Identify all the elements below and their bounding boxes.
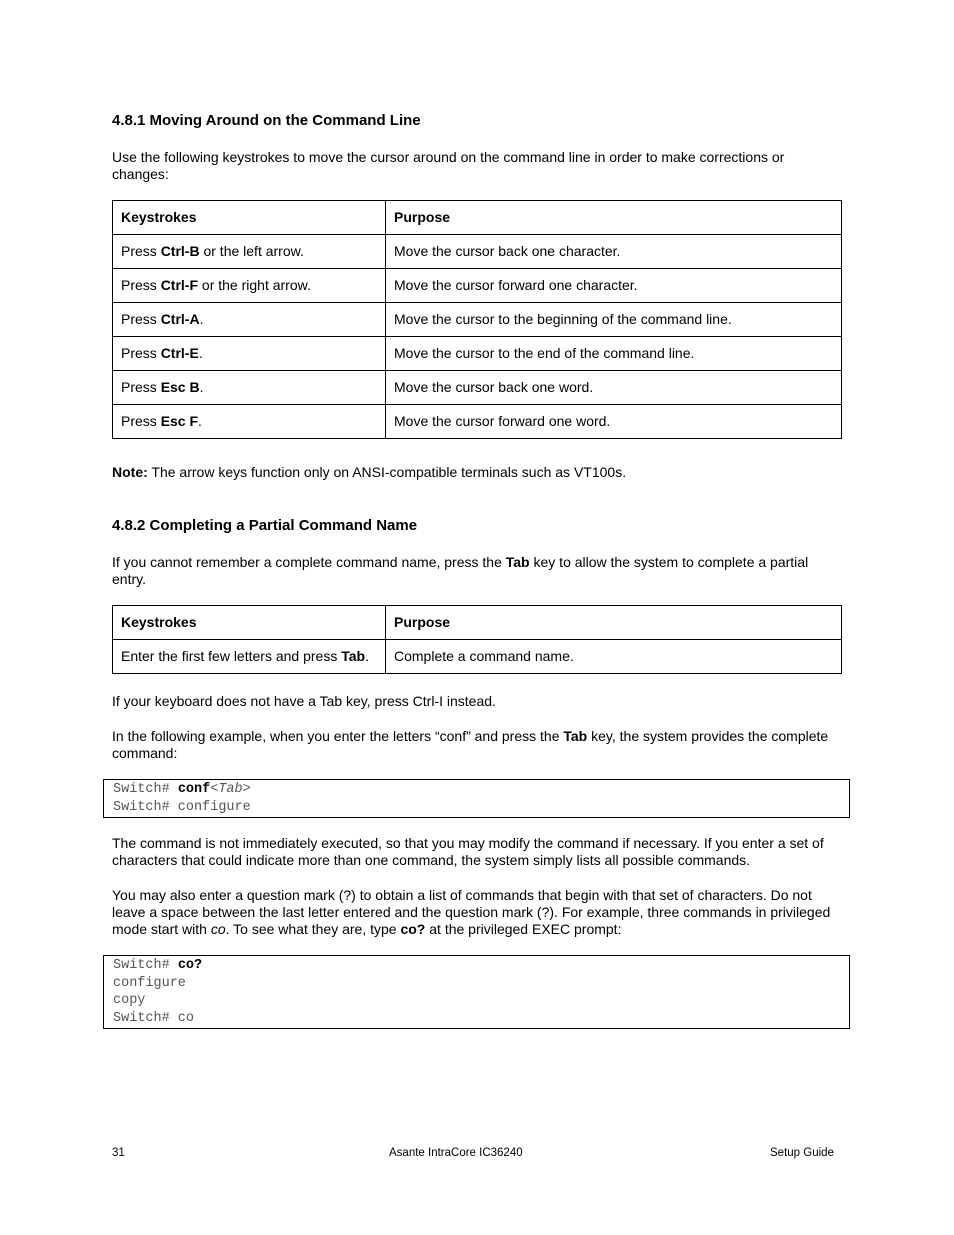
purpose-cell: Move the cursor back one character. [386, 235, 842, 269]
keystroke-cell: Press Ctrl-F or the right arrow. [113, 269, 386, 303]
section-heading-4-8-2: 4.8.2 Completing a Partial Command Name [112, 517, 418, 534]
table-row [113, 337, 842, 371]
header-keystrokes: Keystrokes [113, 201, 386, 235]
code-line: Switch# configure [113, 799, 251, 815]
code-line: configure [113, 975, 186, 991]
section-heading-4-8-1: 4.8.1 Moving Around on the Command Line [112, 112, 421, 129]
keystroke-cell: Press Ctrl-B or the left arrow. [113, 235, 386, 269]
code-block-tab-completion [103, 779, 850, 818]
section2-intro: If you cannot remember a complete command name, press the Tab key to allow the system to complete a partial entry. [112, 554, 809, 587]
header-purpose: Purpose [386, 201, 842, 235]
keystroke-cell: Press Esc F. [113, 405, 386, 439]
code-line: Switch# co? [113, 958, 203, 973]
not-executed-paragraph: The command is not immediately executed, so that you may modify the command if necessary. If you enter a set of characters that could indicate more than one command, the system simply lists all possible commands. [112, 835, 824, 868]
footer-page-number: 31 [112, 1147, 125, 1159]
keystroke-cell: Press Ctrl-E. [113, 337, 386, 371]
purpose-cell: Move the cursor to the beginning of the command line. [386, 303, 842, 337]
keystroke-cell: Press Esc B. [113, 371, 386, 405]
footer-product-name: Asante IntraCore IC36240 [389, 1147, 523, 1159]
purpose-cell: Move the cursor to the end of the command line. [386, 337, 842, 371]
table-row [113, 269, 842, 303]
purpose-cell: Complete a command name. [386, 640, 842, 674]
table-row [113, 235, 842, 269]
header-keystrokes: Keystrokes [113, 606, 386, 640]
table-header-row [113, 201, 842, 235]
purpose-cell: Move the cursor forward one word. [386, 405, 842, 439]
code-line: copy [113, 993, 146, 1008]
table-row [113, 303, 842, 337]
keystroke-cell: Press Ctrl-A. [113, 303, 386, 337]
table-row [113, 371, 842, 405]
header-purpose: Purpose [386, 606, 842, 640]
table-row [113, 640, 842, 674]
keystrokes-table-1 [112, 200, 842, 439]
keystrokes-table-2 [112, 605, 842, 674]
footer-document-title: Setup Guide [770, 1147, 834, 1159]
section1-intro: Use the following keystrokes to move the cursor around on the command line in order to make corrections or changes: [112, 149, 785, 182]
code-line: Switch# co [113, 1010, 195, 1026]
note-paragraph: Note: The arrow keys function only on ANSI-compatible terminals such as VT100s. [112, 464, 627, 480]
code-block-question-mark [103, 955, 850, 1029]
table-header-row [113, 606, 842, 640]
question-mark-paragraph: You may also enter a question mark (?) to obtain a list of commands that begin with that set of characters. Do not leave a space between the last letter entered and the question mark (?). For example, three commands in privileged mode start with co. To see what they are, type co? at the privileged EXEC prompt: [112, 887, 831, 937]
purpose-cell: Move the cursor back one word. [386, 371, 842, 405]
example-paragraph: In the following example, when you enter the letters “conf” and press the Tab key, the system provides the complete command: [112, 728, 829, 761]
purpose-cell: Move the cursor forward one character. [386, 269, 842, 303]
keystroke-cell: Enter the first few letters and press Tab. [113, 640, 386, 674]
code-line: Switch# conf<Tab> [113, 782, 251, 797]
table-row [113, 405, 842, 439]
ctrl-i-paragraph: If your keyboard does not have a Tab key, press Ctrl-I instead. [112, 693, 496, 709]
